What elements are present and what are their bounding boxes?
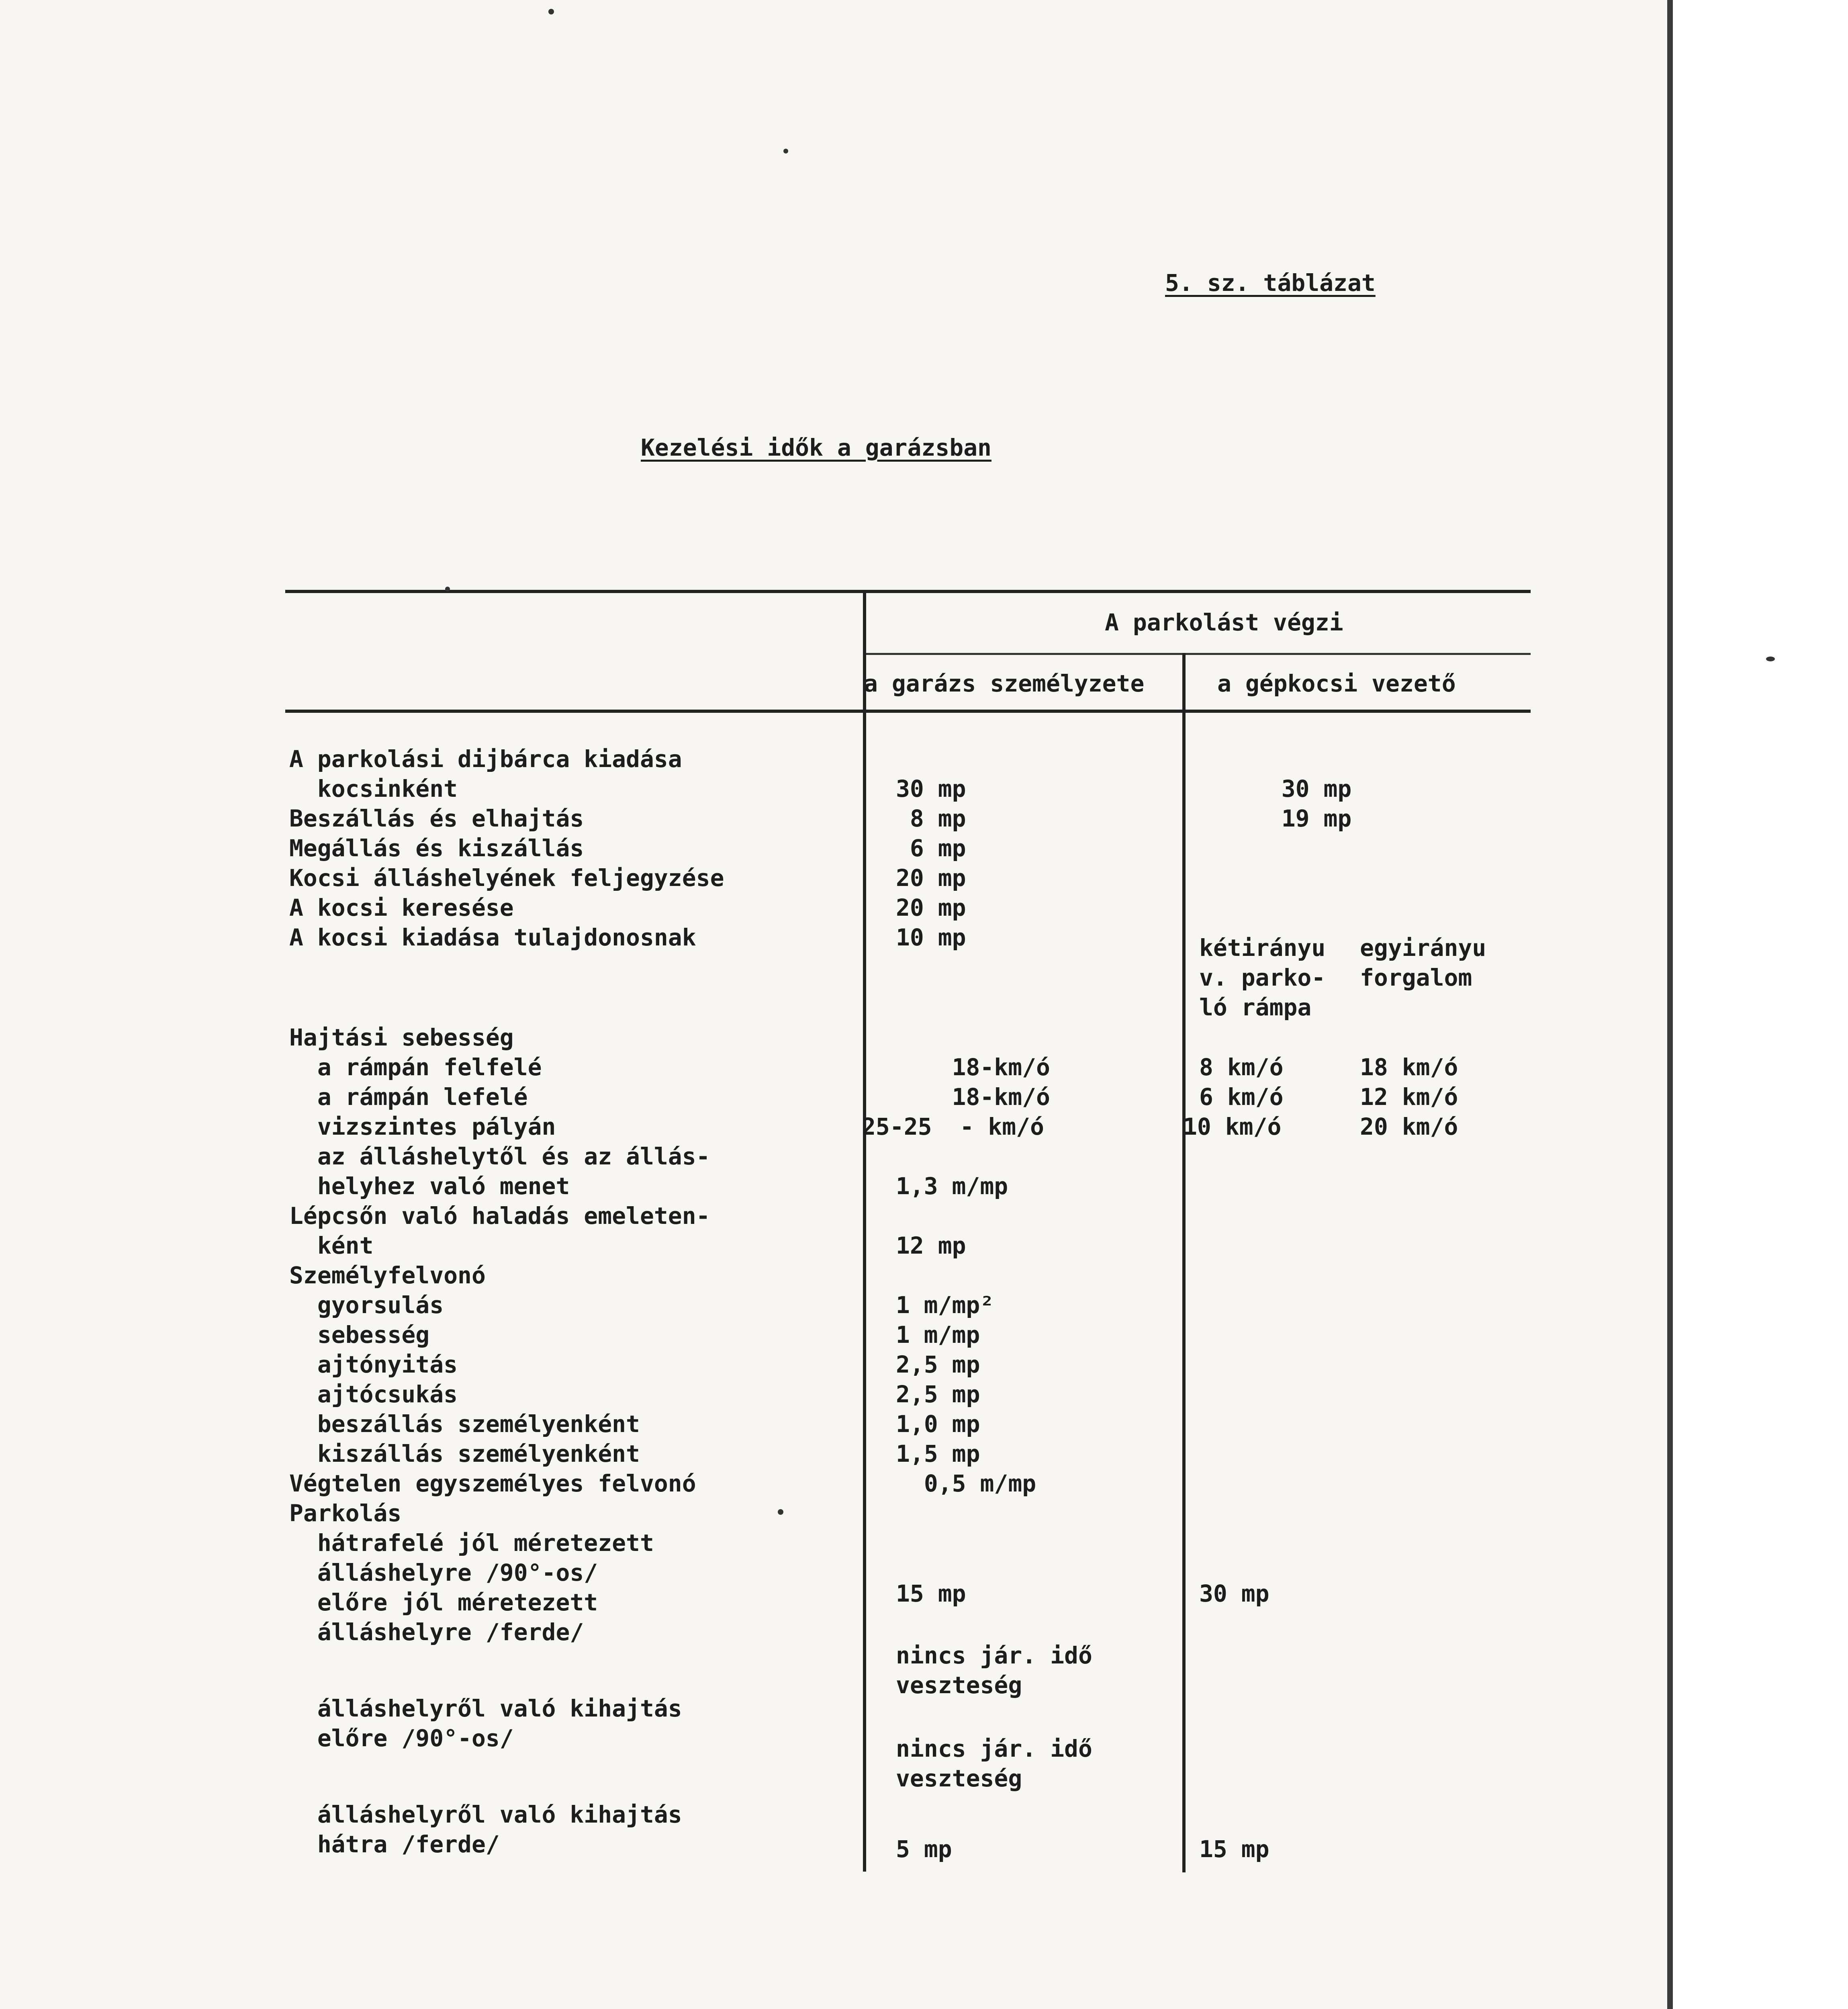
row-label: hátra /ferde/ [289, 1831, 500, 1858]
scan-speck [778, 1509, 783, 1515]
staff-value: 2,5 mp [896, 1351, 980, 1378]
row-label: ként [289, 1232, 374, 1259]
driver-value: 30 mp [1199, 1580, 1269, 1607]
row-label: kocsinként [289, 775, 458, 802]
row-label: előre jól méretezett [289, 1589, 598, 1616]
staff-value: 10 mp [896, 924, 966, 951]
staff-value: 12 mp [896, 1232, 966, 1259]
row-label: hátrafelé jól méretezett [289, 1529, 654, 1557]
staff-value: 6 mp [896, 835, 966, 862]
staff-value: veszteség [896, 1765, 1022, 1792]
row-label: A parkolási dijbárca kiadása [289, 745, 682, 773]
staff-value: 1,0 mp [896, 1410, 980, 1438]
staff-value: 1,3 m/mp [868, 1172, 1008, 1200]
staff-value: 18-km/ó [868, 1083, 1050, 1111]
row-label: a rámpán lefelé [289, 1083, 528, 1111]
row-label: Megállás és kiszállás [289, 835, 584, 862]
row-label: kiszállás személyenként [289, 1440, 640, 1467]
driver-value-two-way: 6 km/ó [1199, 1083, 1284, 1111]
staff-value: 15 mp [896, 1580, 966, 1607]
staff-value: 5 mp [896, 1835, 952, 1863]
driver-value-two-way: 8 km/ó [1199, 1054, 1284, 1081]
row-label: helyhez való menet [289, 1172, 570, 1200]
column-divider-2 [1182, 653, 1186, 1872]
staff-value: 2,5 mp [896, 1381, 980, 1408]
table-title: Kezelési idők a garázsban [641, 434, 991, 461]
driver-value-one-way: 20 km/ó [1360, 1113, 1458, 1140]
staff-value: veszteség [896, 1671, 1022, 1699]
driver-value-two-way: 10 km/ó [1183, 1113, 1282, 1140]
staff-value: 20 mp [896, 864, 966, 892]
row-label: gyorsulás [289, 1291, 444, 1319]
row-label: a rámpán felfelé [289, 1054, 542, 1081]
driver-value-one-way: 18 km/ó [1360, 1054, 1458, 1081]
row-label: A kocsi kiadása tulajdonosnak [289, 924, 696, 951]
row-label: Parkolás [289, 1500, 402, 1527]
row-label: álláshelyről való kihajtás [289, 1801, 682, 1828]
row-label: az álláshelytől és az állás- [289, 1143, 710, 1170]
staff-value: nincs jár. idő [896, 1642, 1092, 1669]
row-label: ajtócsukás [289, 1381, 458, 1408]
scan-speck [1766, 657, 1775, 661]
staff-value: 25-25 - km/ó [862, 1113, 1044, 1140]
page-edge [1667, 0, 1848, 2009]
staff-value: nincs jár. idő [896, 1735, 1092, 1762]
row-label: álláshelyre /90°-os/ [289, 1559, 598, 1586]
driver-value: 15 mp [1199, 1835, 1269, 1863]
row-label: vizszintes pályán [289, 1113, 556, 1140]
row-label: A kocsi keresése [289, 894, 514, 921]
driver-value: 30 mp [1239, 775, 1352, 802]
row-label: sebesség [289, 1321, 430, 1348]
row-label: beszállás személyenként [289, 1410, 640, 1438]
staff-value: 0,5 m/mp [896, 1470, 1036, 1497]
staff-value: 8 mp [896, 805, 966, 832]
scan-speck [783, 149, 788, 153]
ramp-two-way-header: kétirányu v. parko- ló rámpa [1199, 934, 1326, 1021]
staff-value: 1 m/mp² [868, 1291, 994, 1319]
staff-value: 1,5 mp [896, 1440, 980, 1467]
column-divider-1 [863, 590, 866, 1872]
staff-value: 1 m/mp [868, 1321, 980, 1348]
header-bottom-rule [285, 710, 1531, 713]
subheader-rule [864, 653, 1531, 655]
row-label: Beszállás és elhajtás [289, 805, 584, 832]
scan-speck [445, 587, 450, 591]
row-label: ajtónyitás [289, 1351, 458, 1378]
table-top-rule [285, 590, 1531, 593]
column-header-driver: a gépkocsi vezető [1217, 670, 1456, 697]
table-number: 5. sz. táblázat [1165, 269, 1376, 297]
row-label: Kocsi álláshelyének feljegyzése [289, 864, 724, 892]
row-label: álláshelyre /ferde/ [289, 1618, 584, 1646]
staff-value: 20 mp [896, 894, 966, 921]
staff-value: 30 mp [896, 775, 966, 802]
scan-speck [548, 9, 554, 14]
row-label: Lépcsőn való haladás emeleten- [289, 1202, 710, 1230]
row-label: előre /90°-os/ [289, 1725, 514, 1752]
driver-value-one-way: 12 km/ó [1360, 1083, 1458, 1111]
staff-value: 18-km/ó [868, 1054, 1050, 1081]
row-label: álláshelyről való kihajtás [289, 1695, 682, 1722]
row-label: Személyfelvonó [289, 1262, 486, 1289]
group-header: A parkolást végzi [1105, 609, 1343, 636]
column-header-staff: a garázs személyzete [864, 670, 1145, 697]
ramp-one-way-header: egyirányu forgalom [1360, 934, 1486, 991]
row-label: Végtelen egyszemélyes felvonó [289, 1470, 696, 1497]
driver-value: 19 mp [1239, 805, 1352, 832]
row-label: Hajtási sebesség [289, 1024, 514, 1051]
